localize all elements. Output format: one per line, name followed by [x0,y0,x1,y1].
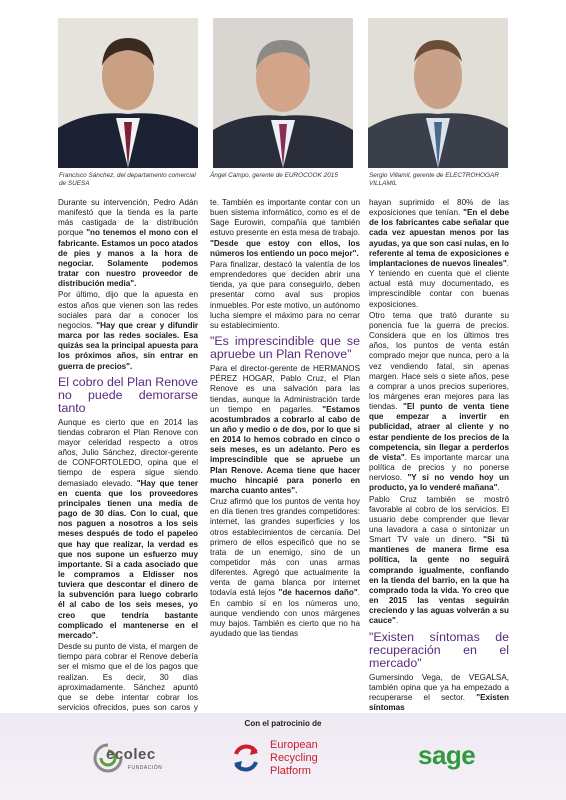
caption-sergio-villamil: Sergio Villamil, gerente de ELECTROHOGAR VILLAMIL [369,172,499,187]
ecolec-subtitle: FUNDACIÓN [128,765,163,771]
paragraph: Por último, dijo que la apuesta en estos años que vienen son las redes sociales para dar a conocer los negocios. "Hay que crear y difundir marca por las redes sociales. Esa quizás sea la principal apuesta para los próximos años, sin entrar en guerra de precios". [58,290,198,371]
caption-francisco-sanchez: Francisco Sánchez, del departamento comercial de SUESA [59,172,196,187]
photo-francisco-sanchez [58,18,198,168]
paragraph: Aunque es cierto que en 2014 las tiendas cobraron el Plan Renove con mayor celeridad respecto a otros años, Julio Sánchez, director-gerente de CONFORTOLEDO, opina que el tiempo de espera sigue siendo demasiado elevado. "Hay que tener en cuenta que los proveedores principales tienen una media de pago de 30 días. Con lo cual, que nos paguen a nosotros a los seis meses después de todo el papeleo que hay que realizar, la verdad es que nos supone un esfuerzo muy importante. Si a cada asociado que le compramos a Eldisser nos tuviera que descontar el dinero de la subvención para luego cobrarlo él al cabo de los seis meses, yo creo que tendría bastante complicado el mantenerse en el mercado". [58,417,198,640]
paragraph: Otro tema que trató durante su ponencia fue la guerra de precios. Considera que en los últimos tres años, los puntos de venta están comprado mejor que nunca, pero a la vez vendiendo fatal, sin apenas margen. Hace seis o siete años, pese a comprar a unos precios superiores, los márgenes eran mejores para las tiendas. "El punto de venta tiene que empezar a invertir en publicidad, atraer al cliente y no estar pendiente de los precios de la competencia, sin llegar a perderlos de vista". Es importante marcar una política de precios y no ponerse nervioso. "Y si no vendo hoy un producto, ya lo venderé mañana". [369,310,509,493]
paragraph: Desde su punto de vista, el margen de tiempo para cobrar el Renove debería ser el mismo que el de los pagos que realizan. Es decir, 30 días aproximadamente. Sánchez apuntó que se debe intentar cobrar los servicios ofrecidos, pues son caros y [58,642,198,713]
caption-angel-campo: Ángel Campo, gerente de EUROCOOK 2015 [210,172,338,179]
column-1 [58,198,198,724]
erp-line-2: Recycling [270,752,318,764]
erp-logo [230,734,350,784]
erp-line-3: Platform [270,765,311,777]
paragraph: Para el director-gerente de HERMANOS PÉREZ HOGAR, Pablo Cruz, el Plan Renove es una salvación para las tiendas, aunque la Administración tarde un tiempo en pagarles. "Estamos acostumbrados a cobrarlo al cabo de un año y medio o de dos, por lo que si en 2014 lo hemos cobrado en cinco o seis meses, es un adelanto. Pero es imprescindible que se apruebe un Plan Renove. Acema tiene que hacer mucho hincapié para ponerlo en marcha cuanto antes". [210,364,360,495]
section-heading: "Existen síntomas de recuperación en el mercado" [369,629,509,670]
section-heading: El cobro del Plan Renove no puede demorarse tanto [58,374,198,415]
column-3 [369,198,509,714]
paragraph: Para finalizar, destacó la valentía de los emprendedores que deciden abrir una tienda, ya que para conseguirlo, deben presentar como aval sus propios inmuebles. Por este motivo, un autónomo lucha siempre el máximo para no cerrar su establecimiento. [210,259,360,330]
sage-logo: sage [418,740,476,770]
paragraph: Pablo Cruz también se mostró favorable al cobro de los servicios. El usuario debe comprender que llevar una lavadora a casa o sintonizar un Smart TV vale un dinero. "Si tú mantienes de manera firme esa política, la gente no seguirá comprando igualmente, confiando en la tienda del barrio, en la que ha comprado toda la vida. Yo creo que en 2015 las ventas seguirán creciendo y las aguas volverán a su cauce". [369,494,509,626]
paragraph: Durante su intervención, Pedro Adán manifestó que la tienda es la parte más castigada de la distribución porque "no tenemos el mono con el fabricante. Estamos un poco atados de pies y manos a la hora de negociar. Solamente podemos tratar con nuestro proveedor de distribución media". [58,198,198,289]
ecolec-logo [92,736,182,784]
column-2 [210,198,360,640]
paragraph: Gumersindo Vega, de VEGALSA, también opina que ya ha empezado a recuperarse el sector. "Existen síntomas [369,672,509,713]
photo-sergio-villamil [368,18,508,168]
photo-angel-campo [213,18,353,168]
paragraph: te. También es importante contar con un buen sistema informático, como es el de Sage Eurowin, compañía que también estuvo presente en esta mesa de trabajo. "Desde que estoy con ellos, los números los entiendo un poco mejor". [210,198,360,258]
erp-line-1: European [270,739,318,751]
sponsor-label: Con el patrocinio de [244,719,322,728]
paragraph: hayan suprimido el 80% de las exposiciones que tenían. "En el debe de los fabricantes cabe señalar que cada vez apuestan menos por las ayudas, ya que son casi nulas, en lo referente al tema de exposiciones e implantaciones de nuevos lineales". Y teniendo en cuenta que el cliente actual está muy documentado, es imprescindible contar con buenas exposiciones. [369,198,509,309]
section-heading: "Es imprescindible que se apruebe un Plan Renove" [210,334,360,362]
ecolec-wordmark: ecolec [106,746,156,763]
recycling-arrows-icon [230,742,262,774]
paragraph: Cruz afirmó que los puntos de venta hoy en día tienen tres grandes competidores: internet, las grandes superficies y los otros establecimientos de cercanía. Del primero de ellos especificó que no se trata de un enemigo, sino de un competidor más con unas armas diferentes. Agregó que actualmente la venta de gama blanca por internet todavía está lejos "de hacernos daño". En cambio sí en los números uno, aunque vendiendo con unos márgenes muy bajos. También es cierto que no ha ayudado que las tiendas [210,497,360,639]
